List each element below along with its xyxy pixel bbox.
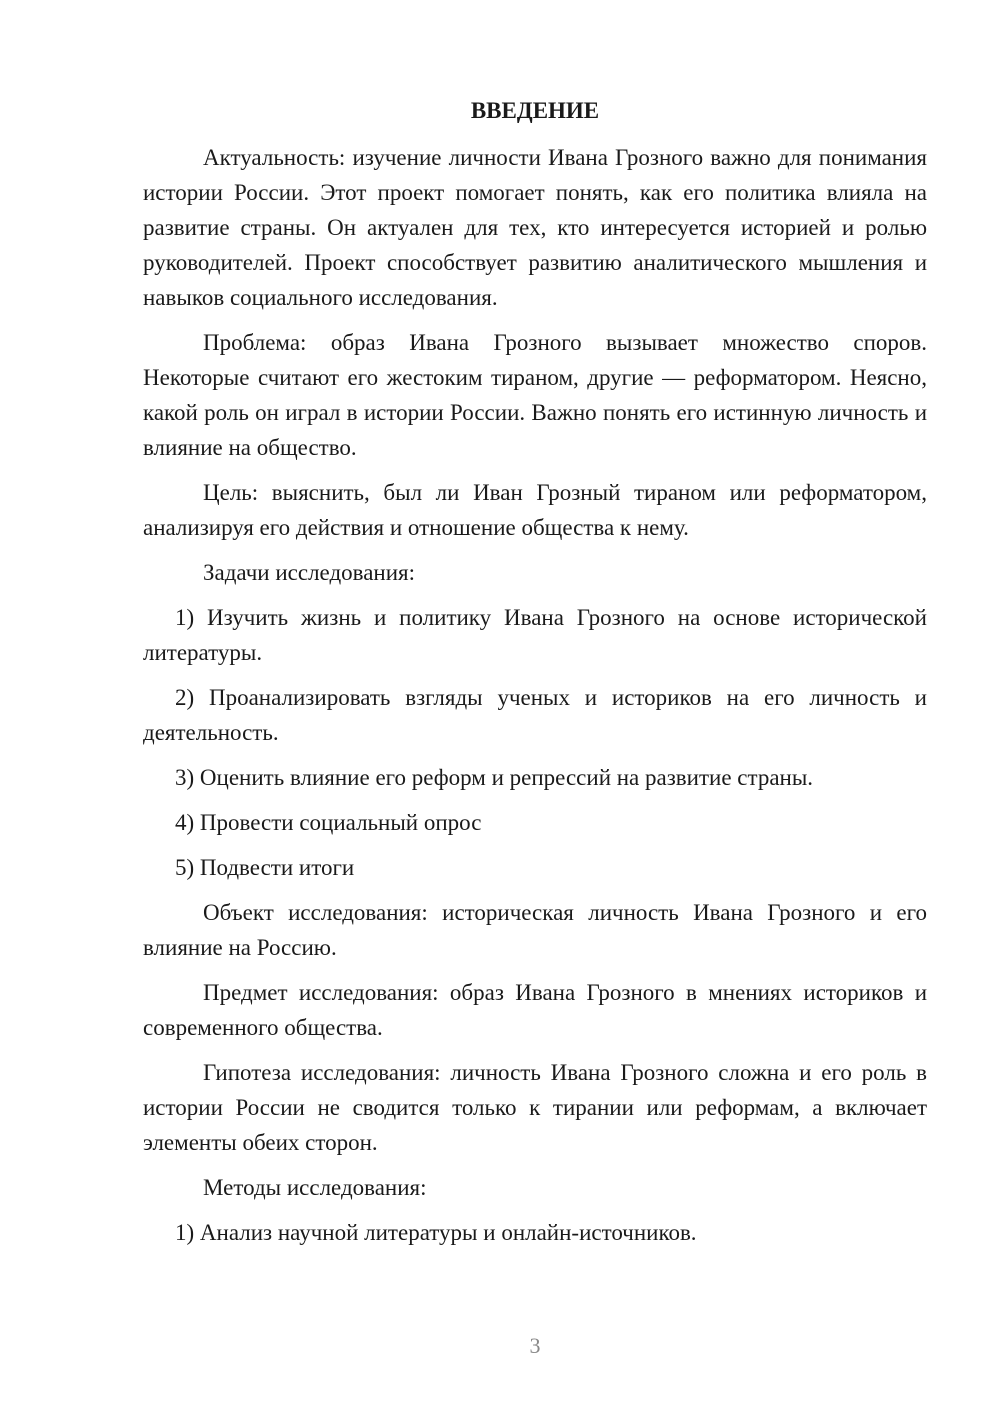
goal-paragraph: Цель: выяснить, был ли Иван Грозный тираном или реформатором, анализируя его действия и отношение общества к нему. <box>143 480 927 540</box>
page-number: 3 <box>529 1333 541 1358</box>
page-title: ВВЕДЕНИЕ <box>470 98 600 123</box>
hypothesis-paragraph: Гипотеза исследования: личность Ивана Грозного сложна и его роль в истории России не сводится только к тирании или реформам, а включает элементы обеих сторон. <box>143 1060 927 1155</box>
relevance-paragraph: Актуальность: изучение личности Ивана Грозного важно для понимания истории России. Этот проект помогает понять, как его политика влияла на развитие страны. Он актуален для тех, кто интересуется историей и ролью руководителей. Проект способствует развитию аналитического мышления и навыков социального исследования. <box>143 145 927 310</box>
task-item-1: 1) Изучить жизнь и политику Ивана Грозного на основе исторической литературы. <box>143 605 927 665</box>
document-page <box>143 94 927 1260</box>
problem-paragraph: Проблема: образ Ивана Грозного вызывает множество споров. Некоторые считают его жестоким тираном, другие — реформатором. Неясно, какой роль он играл в истории России. Важно понять его истинную личность и влияние на общество. <box>143 330 927 460</box>
object-paragraph: Объект исследования: историческая личность Ивана Грозного и его влияние на Россию. <box>143 900 927 960</box>
subject-paragraph: Предмет исследования: образ Ивана Грозного в мнениях историков и современного общества. <box>143 980 927 1040</box>
methods-heading: Методы исследования: <box>203 1175 427 1200</box>
method-item-1: 1) Анализ научной литературы и онлайн-источников. <box>175 1220 697 1245</box>
task-item-4: 4) Провести социальный опрос <box>175 810 482 835</box>
task-item-2: 2) Проанализировать взгляды ученых и историков на его личность и деятельность. <box>143 685 927 745</box>
task-item-3: 3) Оценить влияние его реформ и репрессий на развитие страны. <box>175 765 814 790</box>
task-item-5: 5) Подвести итоги <box>175 855 355 880</box>
tasks-heading: Задачи исследования: <box>203 560 416 585</box>
